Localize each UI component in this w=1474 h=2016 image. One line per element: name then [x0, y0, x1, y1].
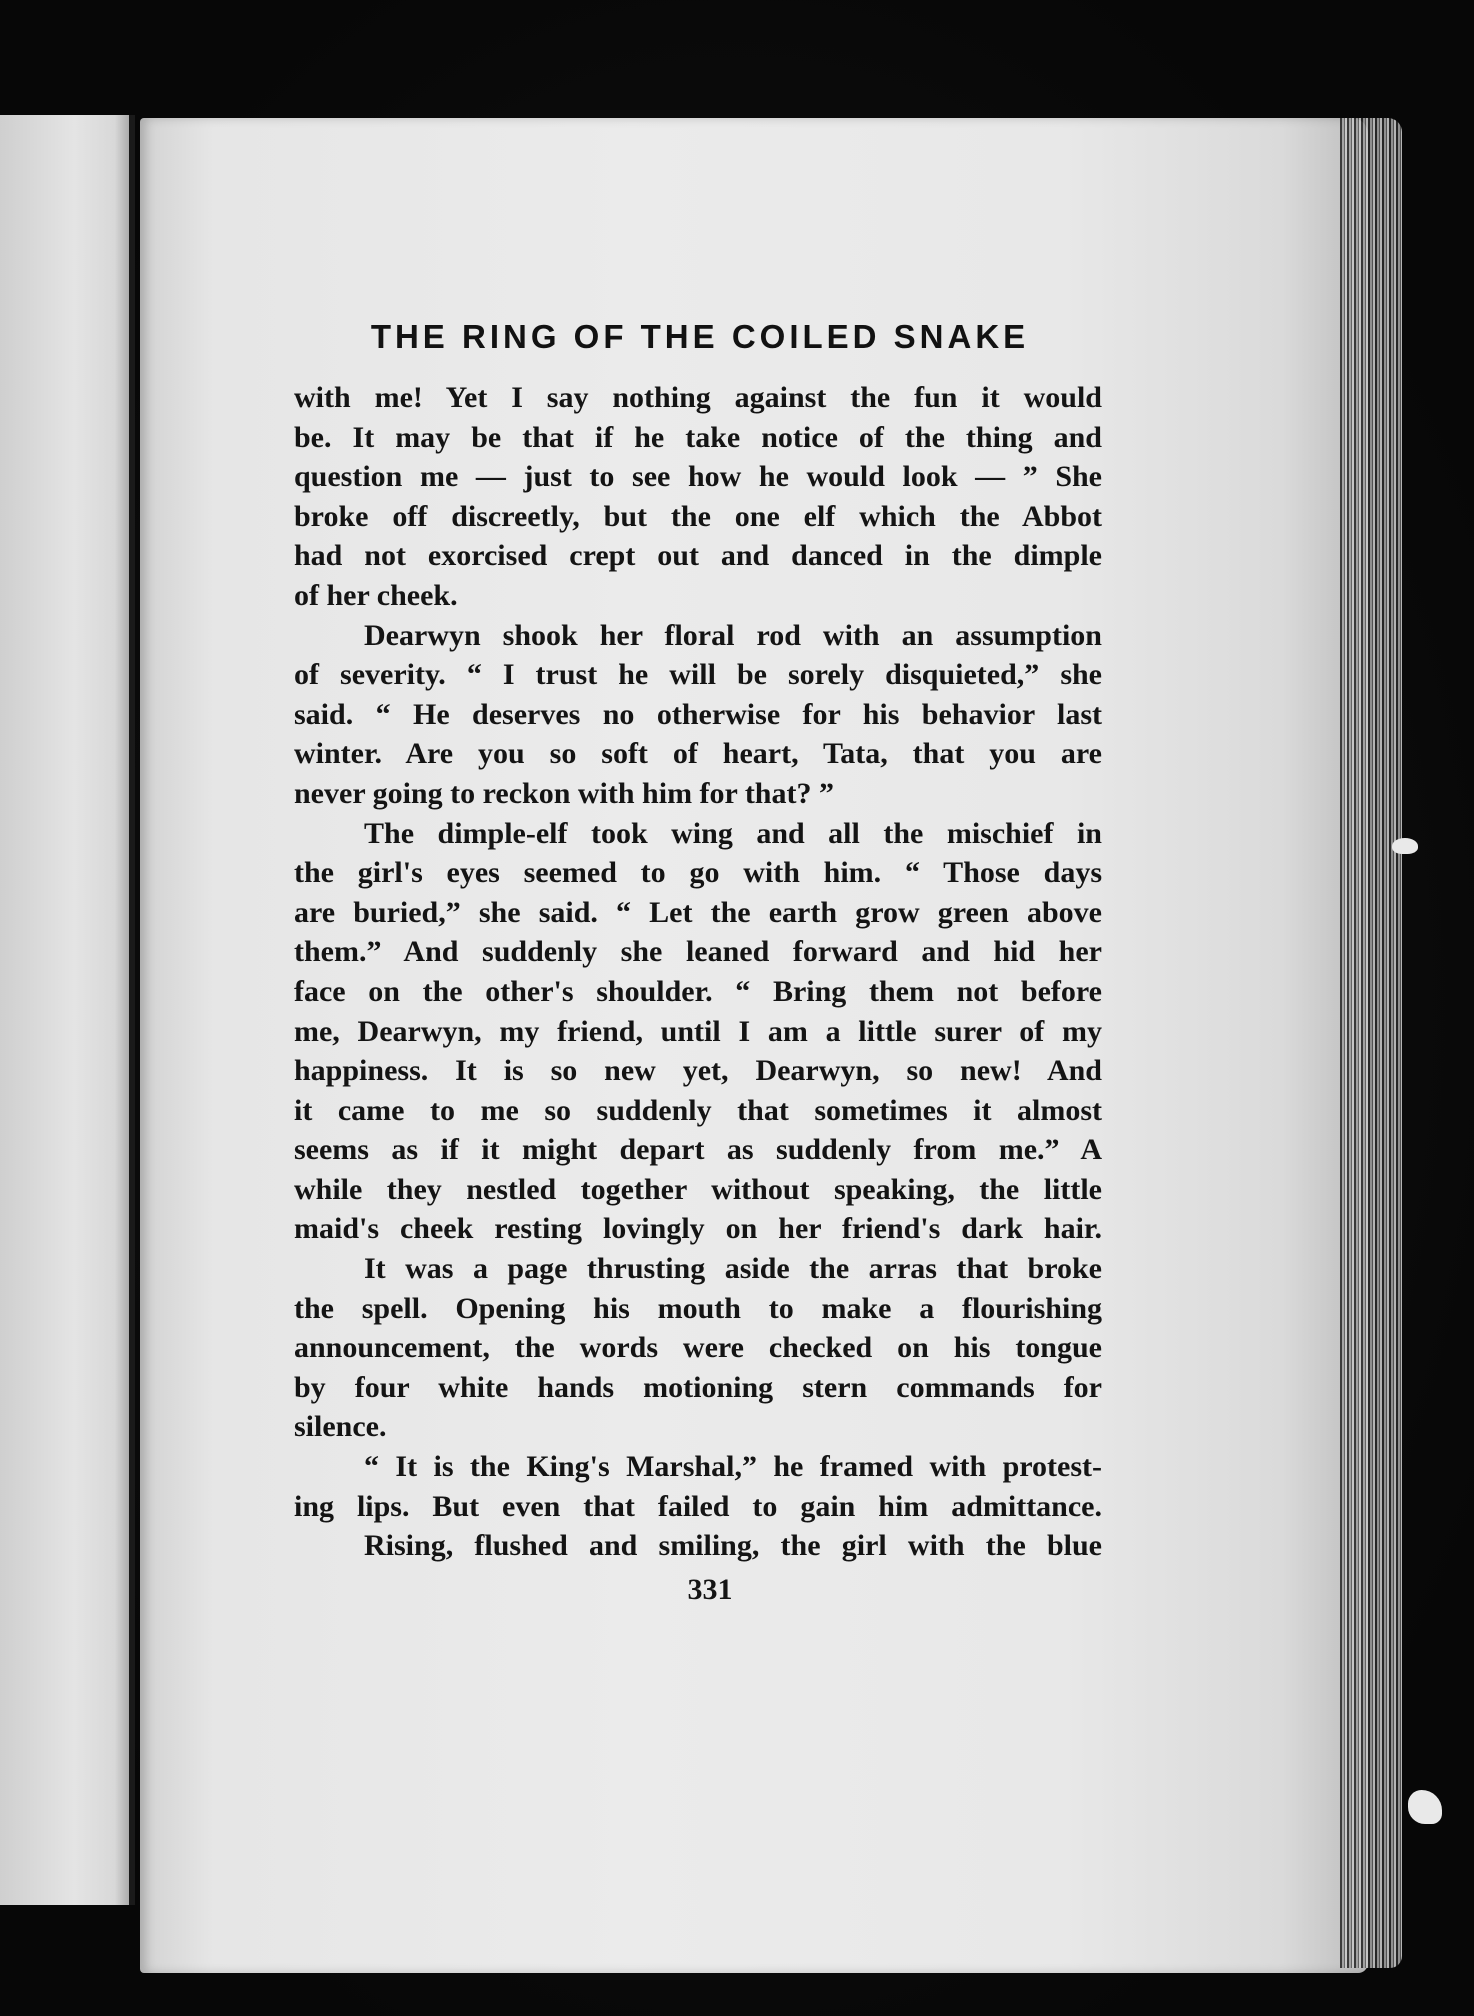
text-line: seems as if it might depart as suddenly from me.” A [294, 1133, 1102, 1167]
text-line: them.” And suddenly she leaned forward and hid her [294, 935, 1102, 969]
text-line: are buried,” she said. “ Let the earth grow green above [294, 895, 1102, 929]
scan-artifact [1392, 838, 1418, 854]
text-line: winter. Are you so soft of heart, Tata, that you are [294, 737, 1102, 771]
text-line: of her cheek. [294, 578, 458, 612]
text-line: announcement, the words were checked on his tongue [294, 1331, 1102, 1365]
facing-page-edge [0, 115, 135, 1905]
text-line: Rising, flushed and smiling, the girl with the blue [364, 1529, 1102, 1563]
running-head: THE RING OF THE COILED SNAKE [370, 318, 1030, 355]
text-line: Dearwyn shook her floral rod with an assumption [364, 618, 1102, 652]
text-line: The dimple-elf took wing and all the mischief in [364, 816, 1102, 850]
text-line: happiness. It is so new yet, Dearwyn, so new! And [294, 1054, 1102, 1088]
text-line: broke off discreetly, but the one elf which the Abbot [294, 499, 1102, 533]
text-line: maid's cheek resting lovingly on her friend's dark hair. [294, 1212, 1102, 1246]
text-line: the spell. Opening his mouth to make a flourishing [294, 1291, 1102, 1325]
text-line: with me! Yet I say nothing against the fun it would [294, 381, 1102, 414]
text-line: be. It may be that if he take notice of the thing and [294, 420, 1102, 454]
page-edges [1340, 118, 1402, 1968]
text-line: ing lips. But even that failed to gain him admittance. [294, 1489, 1102, 1523]
text-line: silence. [294, 1410, 387, 1444]
text-line: It was a page thrusting aside the arras that broke [364, 1252, 1102, 1286]
body-text [294, 378, 1102, 1566]
text-line: by four white hands motioning stern commands for [294, 1370, 1102, 1404]
text-line: face on the other's shoulder. “ Bring them not before [294, 974, 1102, 1008]
text-line: me, Dearwyn, my friend, until I am a little surer of my [294, 1014, 1102, 1048]
page-number: 331 [687, 1573, 733, 1606]
text-line: of severity. “ I trust he will be sorely disquieted,” she [294, 658, 1102, 692]
text-line: question me — just to see how he would look — ” She [294, 460, 1102, 494]
text-line: said. “ He deserves no otherwise for his behavior last [294, 697, 1102, 731]
text-line: the girl's eyes seemed to go with him. “ Those days [294, 856, 1102, 890]
gutter [129, 115, 135, 1905]
text-line: it came to me so suddenly that sometimes it almost [294, 1093, 1102, 1127]
text-line: while they nestled together without speaking, the little [294, 1172, 1102, 1206]
text-line: had not exorcised crept out and danced in the dimple [294, 539, 1102, 573]
text-line: “ It is the King's Marshal,” he framed with protest- [364, 1450, 1102, 1484]
text-line: never going to reckon with him for that? ” [294, 776, 834, 810]
